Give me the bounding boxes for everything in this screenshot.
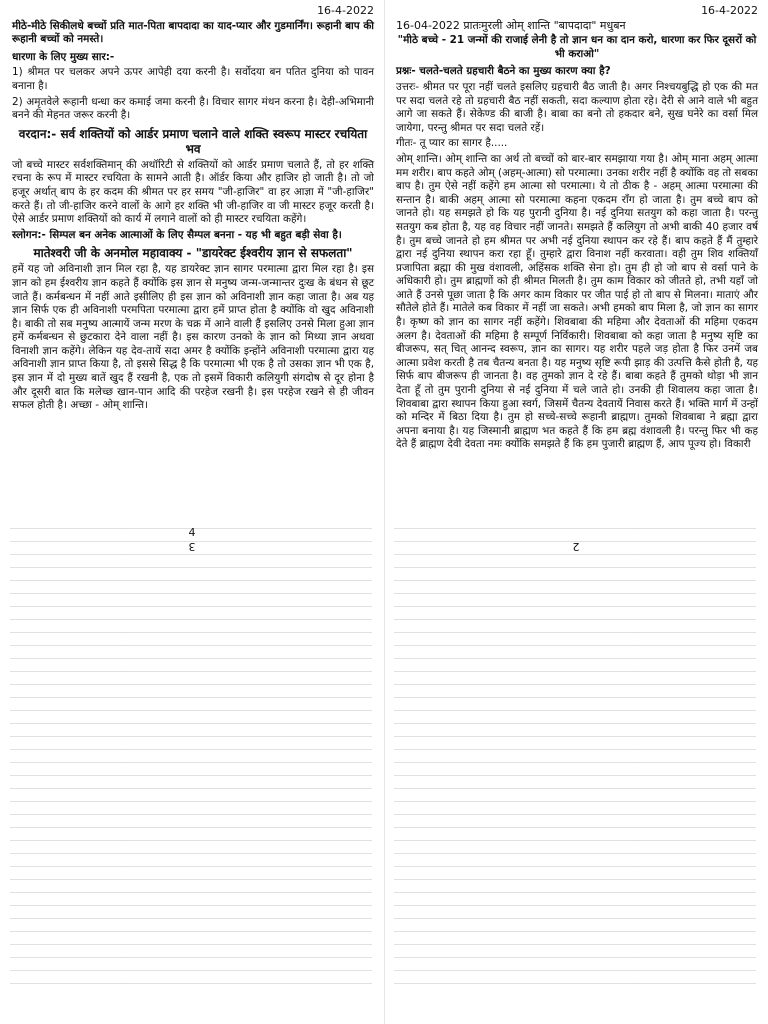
page-3-upside-down — [0, 512, 384, 1024]
dharna-point-2: 2) अमृतवेले रूहानी धन्धा कर कमाई जमा करनी है। विचार सागर मंथन करना है। देही-अभिमानी बनने की मेहनत जरूर करनी है। — [12, 95, 374, 122]
mateshwari-heading: मातेश्वरी जी के अनमोल महावाक्य - "डायरेक्ट ईश्वरीय ज्ञान से सफलता" — [33, 246, 353, 261]
page-2-text-lines — [394, 524, 756, 984]
page-3-text-lines — [10, 524, 372, 984]
page-1 — [384, 0, 768, 512]
page-2-upside-down — [384, 512, 768, 1024]
geet: गीतः- तू प्यार का सागर है..... — [396, 137, 508, 150]
dharna-point-1: 1) श्रीमत पर चलकर अपने ऊपर आपेही दया करनी है। सर्वोदया बन पतित दुनिया को पावन बनाना है। — [12, 66, 374, 92]
intro-text: मीठे-मीठे सिकीलधे बच्चों प्रति मात-पिता बापदादा का याद-प्यार और गुडमार्निंग। रूहानी बाप की रूहानी बच्चों को नमस्ते। — [12, 19, 374, 46]
page-number-3: 3 — [188, 540, 196, 553]
slogan: स्लोगन:- सिम्पल बन अनेक आत्माओं के लिए सैम्पल बनना - यह भी बहुत बड़ी सेवा है। — [12, 228, 342, 241]
murli-header: 16-04-2022 प्रातःमुरली ओम् शान्ति "बापदादा" मधुबन — [396, 18, 626, 32]
mateshwari-body: हमें यह जो अविनाशी ज्ञान मिल रहा है, यह डायरेक्ट ज्ञान सागर परमात्मा द्वारा मिल रहा है। इस ज्ञान को हम ईश्वरीय ज्ञान कहते हैं क्योंकि इस ज्ञान से मनुष्य जन्म-जन्मान्तर दुःख के बंधन से छूट जाते हैं। कर्मबन्धन में नहीं आते इसीलिए ही इस ज्ञान को अविनाशी ज्ञान कहा जाता है। अब यह ज्ञान सिर्फ एक ही अविनाशी परमपिता परमात्मा द्वारा हमें प्राप्त होता है क्योंकि वो खुद अविनाशी है। बाकी तो सब मनुष्य आत्मायें जन्म मरण के चक्र में आने वाली हैं इसलिए उनसे मिला हुआ ज्ञान हमें कर्मबन्धन से छुटकारा देने वाला नहीं है। इस कारण उनको के ज्ञान को मिथ्या ज्ञान अथवा विनाशी ज्ञान कहेंगे। लेकिन यह देव-तायें सदा अमर है क्योंकि इन्होंने अविनाशी परमात्मा द्वारा यह अविनाशी ज्ञान प्राप्त किया है, तो इससे सिद्ध है कि परमात्मा भी एक है तो उसका ज्ञान भी एक है, इस ज्ञान में दो मुख्य बातें खुद हैं रखनी है, एक तो इसमें विकारी कलियुगी संगदोष से दूर होना है और दूसरी बात कि मलेच्छ खान-पान आदि की परहेज रखनी है। इस परहेज रखने से ही जीवन सफल होती है। अच्छा - ओम् शान्ति। — [12, 263, 374, 412]
murli-title: "मीठे बच्चे - 21 जन्मों की राजाई लेनी है तो ज्ञान धन का दान करो, धारणा कर फिर दूसरों को भी कराओ" — [397, 34, 757, 60]
page-4 — [0, 0, 384, 512]
answer: उत्तरः- श्रीमत पर पूरा नहीं चलते इसलिए ग्रहचारी बैठ जाती है। अगर निश्चयबुद्धि हो एक की मत पर सदा चलते रहे तो ग्रहचारी बैठ नहीं सकती, सदा कल्याण होता रहे। देरी से आने वाले भी बहुत आगे जा सकते हैं। सेकेण्ड की बाजी है। बाबा का बनो तो हकदार बने, सुख घनेरे का वर्सा मिल जायेगा, परन्तु श्रीमत पर सदा चलते रहें। — [396, 80, 758, 134]
question: प्रश्नः- चलते-चलते ग्रहचारी बैठने का मुख्य कारण क्या है? — [396, 65, 611, 78]
page-number-2: 2 — [572, 540, 580, 553]
page-date: 16-4-2022 — [317, 4, 374, 17]
dharna-heading: धारणा के लिए मुख्य सार:- — [12, 50, 115, 63]
vardan-heading: वरदान:- सर्व शक्तियों को आर्डर प्रमाण चलाने वाले शक्ति स्वरूप मास्टर रचयिता भव — [18, 126, 368, 156]
page-number-4: 4 — [188, 526, 196, 539]
page-date-right: 16-4-2022 — [701, 4, 758, 17]
murli-body: ओम् शान्ति। ओम् शान्ति का अर्थ तो बच्चों को बार-बार समझाया गया है। ओम् माना अहम् आत्मा मम शरीर। बाप कहते ओम् (अहम्-आत्मा) सो परमात्मा। उनका शरीर नहीं है क्योंकि वह तो सबका बाप है। तुम ऐसे नहीं कहेंगे हम आत्मा सो परमात्मा। ये तो ठीक है - अहम् आत्मा परमात्मा की सन्तान है। बाकी अहम् आत्मा सो परमात्मा कहना एकदम राँग हो जाता है। तुम बच्चे बाप को जानते हो। यह समझते हो कि यह पुरानी दुनिया है। नई दुनिया सतयुग को कहा जाता है। परन्तु सतयुग कब होता है, यह वह विचार नहीं जानते। समझते हैं कलियुग तो अभी बाकी 40 हजार वर्ष है। तुम बच्चे जानते हो हम श्रीमत पर अभी नई दुनिया स्थापन कर रहे हैं। बाप कहते हैं मैं तुम्हारे द्वारा नई दुनिया स्थापन करा रहा हूँ। तुम्हारे द्वारा विनाश नहीं करवाता। वही तुम शिव शक्तियाँ प्रजापिता ब्रह्मा की मुख वंशावली, अहिंसक शक्ति सेना हो। तुम ही हो जो बाप से वर्सा पाने के अधिकारी हो। तुम ब्राह्मणों को ही श्रीमत मिलती है। तुम काम विकार को जीतते हो, तभी यहाँ जो आते हैं उनसे पूछा जाता है कि अगर काम विकार पर जीत पाई हो तो बाप से मिलना। माताएं और सौतेले होते हैं। मातेले कब विकार में नहीं जा सकते। अभी हमको बाप मिला है, जो ज्ञान का सागर है। कृष्ण को ज्ञान का सागर नहीं कहेंगे। शिवबाबा की महिमा और देवताओं की महिमा एकदम अलग है। देवताओं की महिमा है सम्पूर्ण निर्विकारी। शिवबाबा को कहा जाता है मनुष्य सृष्टि का बीजरूप, सत् चित् आनन्द स्वरूप, ज्ञान का सागर। यह शरीर पहले जड़ होता है फिर उनमें जब आत्मा प्रवेश करती है तब चैतन्य बनता है। यह मनुष्य सृष्टि रूपी झाड़ की उत्पत्ति कैसे होती है, यह सिर्फ बाप बीजरूप ही जानता है। वह तुमको ज्ञान दे रहे हैं। बाबा कहते हैं तुमको थोड़ा भी ज्ञान देता हूँ तो तुम पुरानी दुनिया से नई दुनिया में चले जाते हो। उनकी ही शिवालय कहा जाता है। शिवबाबा द्वारा स्थापन किया हुआ स्वर्ग, जिसमें चैतन्य देवतायें निवास करते हैं। भक्ति मार्ग में उन्हों को मन्दिर में बिठा दिया है। तुम हो सच्चे-सच्चे रूहानी ब्राह्मण। तुमको शिवबाबा ने ब्रह्मा द्वारा अपना बनाया है। यह जिस्मानी ब्राह्मण भत कहते हैं कि हम ब्रह्म वंशावली है। परन्तु फिर भी कह देते हैं ब्राह्मण देवी देवता नमः क्योंकि समझते हैं कि हम पुजारी ब्राह्मण हैं, आप पूज्य हो। विकारी — [396, 152, 758, 451]
vardan-body: जो बच्चे मास्टर सर्वशक्तिमान् की अथॉरिटी से शक्तियों को आर्डर प्रमाण चलाते हैं, तो हर शक्ति रचना के रूप में मास्टर रचयिता के सामने आती है। ऑर्डर किया और हाजिर हो जाती है। तो जो हजूर अर्थात् बाप के हर कदम की श्रीमत पर हर समय "जी-हाजिर" वा हर आज्ञा में "जी-हाजिर" करते हैं। तो जी-हाजिर करने वालों के आगे हर शक्ति भी जी-हाजिर वा जी मास्टर हजूर करती है। ऐसे आर्डर प्रमाण शक्तियों को कार्य में लगाने वालों को ही मास्टर रचयिता कहेंगे। — [12, 158, 374, 226]
